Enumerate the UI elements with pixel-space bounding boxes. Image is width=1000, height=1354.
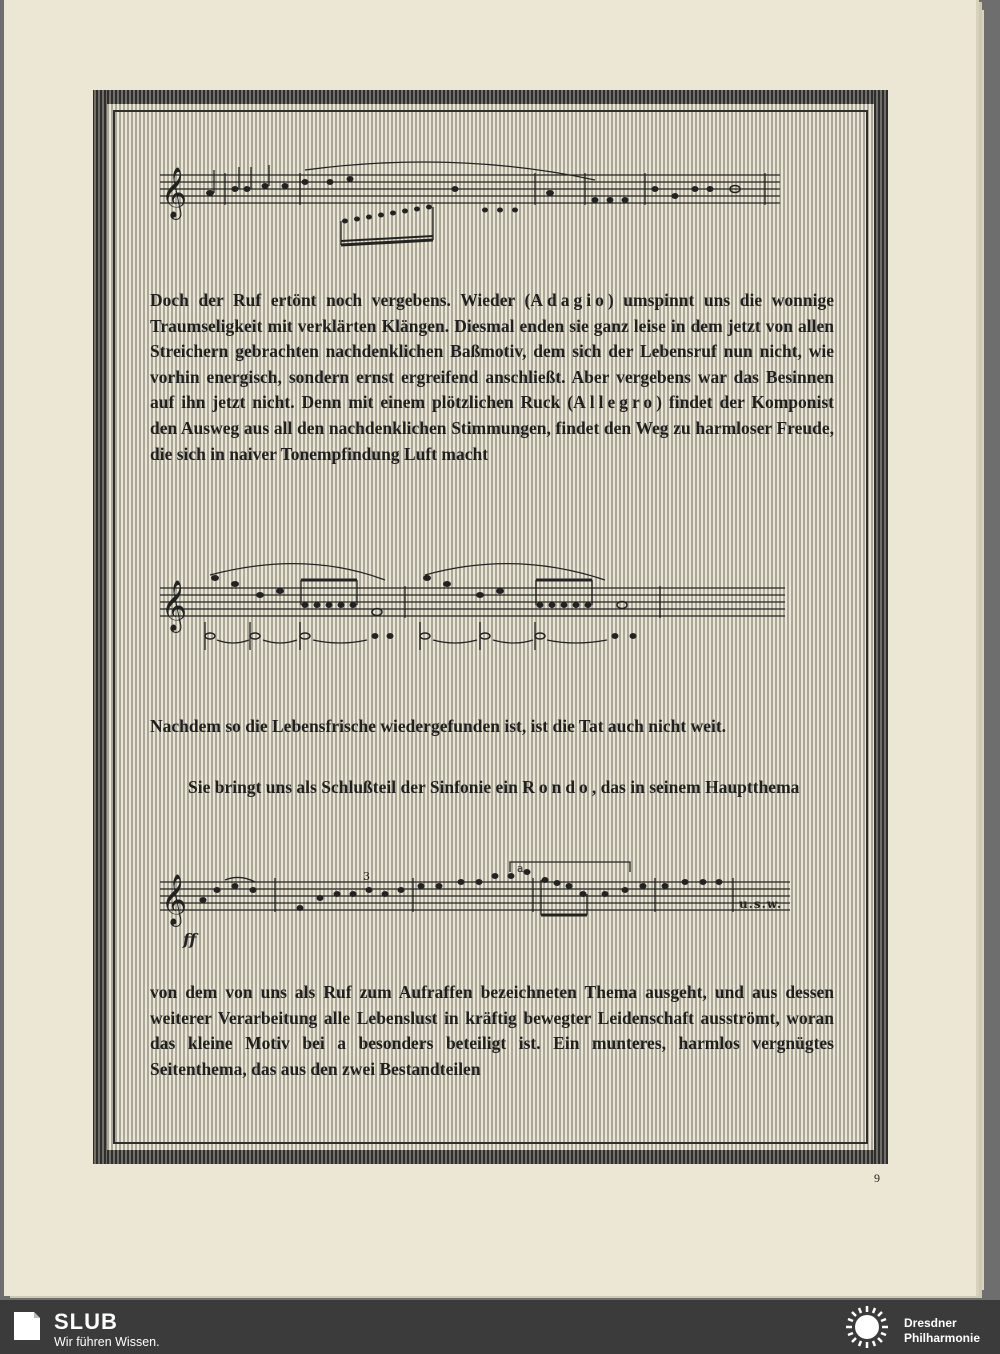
tempo-allegro: Allegro [573,392,657,413]
treble-clef-3: 𝄞 [161,874,188,925]
paragraph-1-text-b: ) umspinnt uns die wonnige Traumseligkeit mit verklärten Klängen. Diesmal enden sie ganz leise in dem jetzt von allen Streichern gebrachten nachdenklichen Baßmotiv, dem sich der Lebensruf nun nicht, wie vorhin energisch, sondern ernst ergreifend anschließt. Aber vergebens war das Besinnen auf ihn jetzt nicht. Denn mit einem plötzlichen Ruck ( [150,290,834,413]
music-example-3 [155,850,795,960]
rondo-term: Rondo [522,777,592,797]
music-example-1-staff [160,175,780,203]
page-edge [976,10,984,1290]
tempo-adagio: Adagio [530,290,608,310]
slub-tagline: Wir führen Wissen. [54,1335,160,1349]
paragraph-3-text-b: , das in seinem Hauptthema [591,777,800,797]
slub-logo-icon [12,1310,42,1342]
paragraph-1-text-a: Doch der Ruf ertönt noch vergebens. Wieder ( [150,290,531,310]
footer-bar [0,1300,1000,1354]
music-example-2-notes [205,575,637,639]
paragraph-1-text-c: ) findet der Komponist den Ausweg aus all den nachdenklichen Stimmungen, findet den Weg zu harmloser Freude, die sich in naiver Tonempfindung Luft macht [150,392,834,464]
partner-name-line-1: Dresdner [904,1316,957,1330]
usw-mark: u.s.w. [739,897,783,911]
music-example-1 [155,155,785,255]
treble-clef-2: 𝄞 [161,580,188,631]
paragraph-2: Nachdem so die Lebensfrische wiedergefunden ist, ist die Tat auch nicht weit. [150,716,727,736]
paragraph-4: von dem von uns als Ruf zum Aufraffen bezeichneten Thema ausgeht, und aus dessen weiterer Verarbeitung alle Lebenslust in kräftig bewegter Leidenschaft ausströmt, woran das kleine Motiv bei a besonders beteiligt ist. Ein munteres, harmlos vergnügtes Seitenthema, das aus den zwei Bestandteilen [150,982,834,1079]
triplet-mark: 3 [363,870,370,883]
music-example-1-notes [206,176,740,224]
dresdner-philharmonie-logo-icon [842,1304,892,1350]
partner-name-line-2: Philharmonie [904,1331,981,1345]
paragraph-3 [150,775,834,801]
motif-a-label: a [517,862,524,875]
dynamic-ff: ff [183,930,197,949]
page-number: 9 [874,1171,880,1185]
music-example-3-notes [200,869,723,911]
music-example-2 [155,550,790,675]
treble-clef: 𝄞 [161,167,188,218]
paragraph-3-text-a: Sie bringt uns als Schlußteil der Sinfonie ein [188,777,523,797]
music-example-3-staff [160,882,790,910]
paragraph-1 [150,288,834,467]
music-example-2-stems [205,564,660,650]
music-example-2-staff [160,588,785,616]
slub-name: SLUB [54,1309,118,1334]
